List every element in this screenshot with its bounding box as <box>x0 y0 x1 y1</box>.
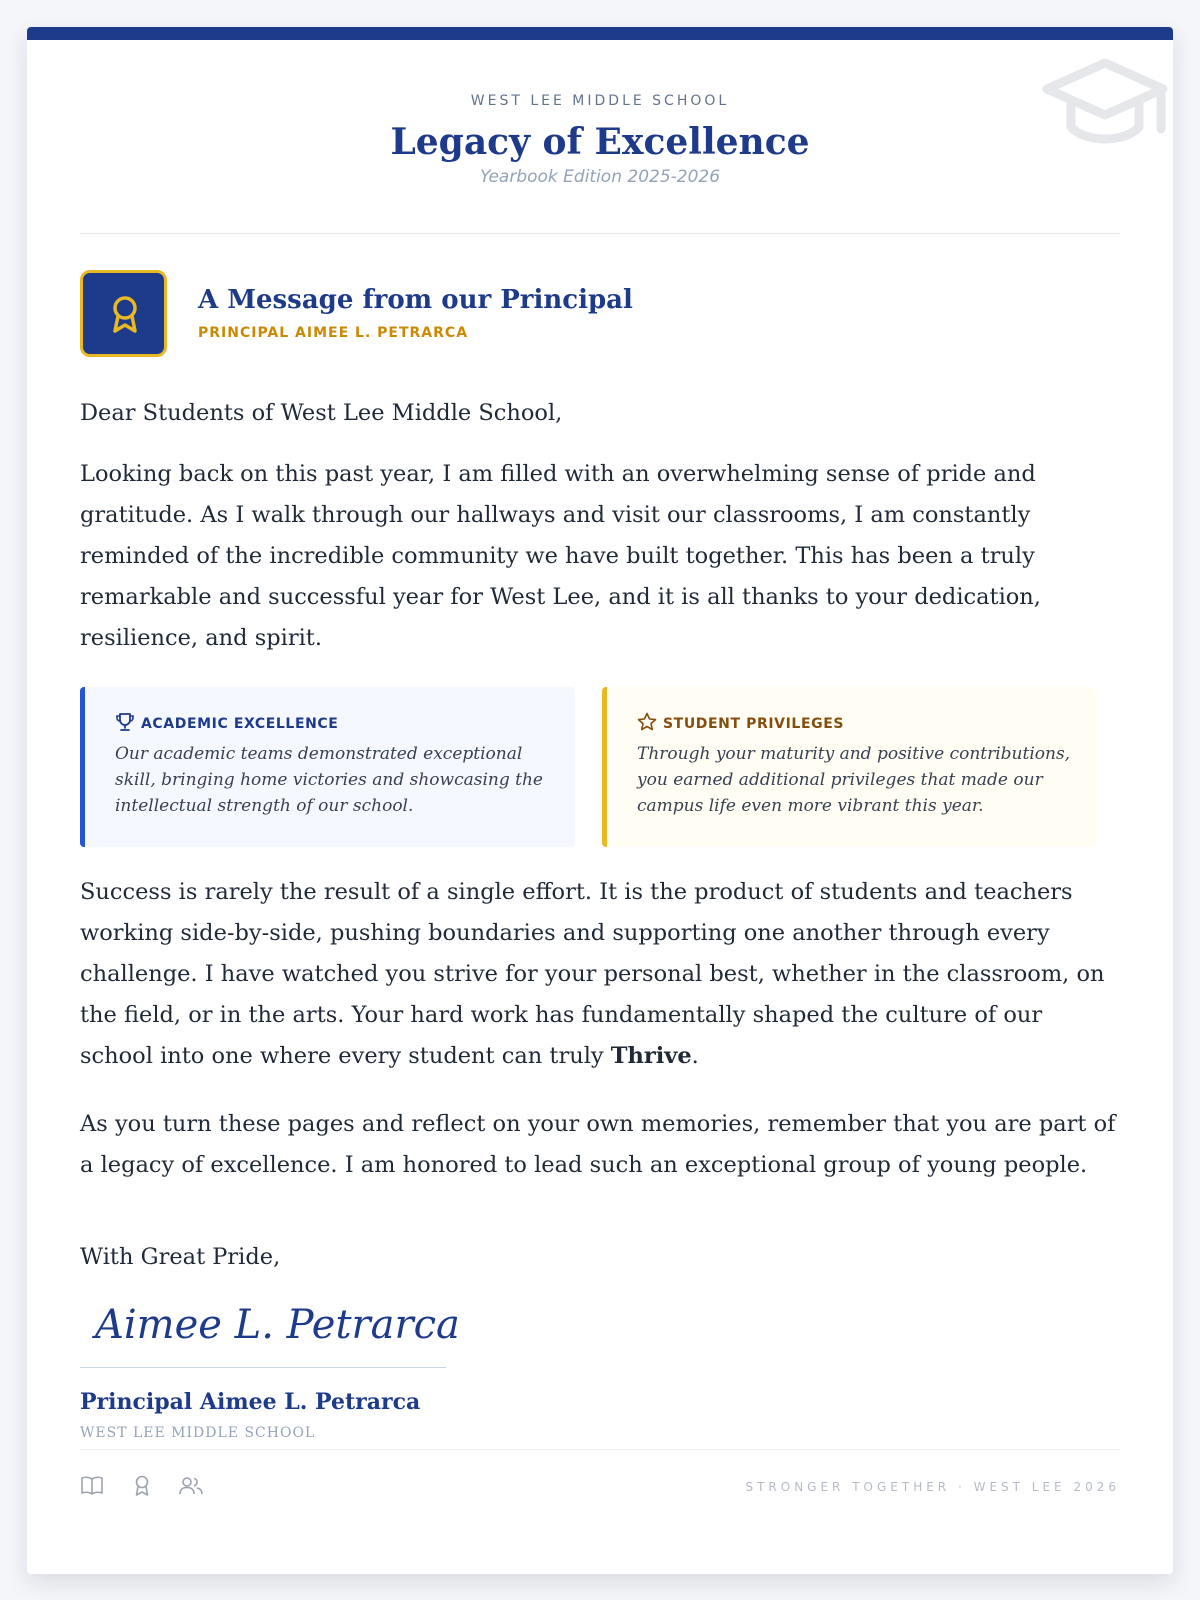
letter-paragraph-2 <box>80 872 1120 1077</box>
section-header <box>80 270 1120 362</box>
paragraph-2-end: . <box>691 1043 699 1069</box>
highlight-title-text: STUDENT PRIVILEGES <box>663 716 845 732</box>
edition-label: Yearbook Edition 2025-2026 <box>479 167 721 187</box>
highlight-privileges <box>602 687 1097 847</box>
highlight-title-text: ACADEMIC EXCELLENCE <box>141 716 339 732</box>
section-title: A Message from our Principal <box>198 285 633 315</box>
footer-tagline: STRONGER TOGETHER · WEST LEE 2026 <box>745 1480 1120 1494</box>
page-title: Legacy of Excellence <box>390 121 810 163</box>
paragraph-2-text: Success is rarely the result of a single effort. It is the product of students and teachers working side-by-side, pushing boundaries and supporting one another through every challenge. I have watched you strive for your personal best, whether in the classroom, on the field, or in the arts. Your hard work has fundamentally shaped the culture of our school into one where every student can truly <box>80 879 1105 1069</box>
footer-divider <box>80 1449 1120 1450</box>
letter-paragraph-3: As you turn these pages and reflect on your own memories, remember that you are part of a legacy of excellence. I am honored to lead such an exceptional group of young people. <box>80 1111 1116 1178</box>
highlight-title <box>115 712 338 732</box>
top-accent-bar <box>27 27 1173 40</box>
book-open-icon <box>80 1475 104 1501</box>
star-icon <box>637 712 657 732</box>
signature-name: Principal Aimee L. Petrarca <box>80 1389 421 1415</box>
yearbook-page <box>27 27 1173 1574</box>
highlight-academic <box>80 687 575 847</box>
school-name: WEST LEE MIDDLE SCHOOL <box>470 93 730 109</box>
letter-paragraph-1: Looking back on this past year, I am filled with an overwhelming sense of pride and gratitude. As I walk through our hallways and visit our classrooms, I am constantly reminded of the incredible community we have built together. This has been a truly remarkable and successful year for West Lee, and it is all thanks to your dedication, resilience, and spirit. <box>80 461 1041 651</box>
award-icon <box>132 1475 152 1501</box>
header-divider <box>80 233 1120 234</box>
highlight-text: Through your maturity and positive contributions, you earned additional privileges that made our campus life even more vibrant this year. <box>637 744 1071 816</box>
section-subtitle: PRINCIPAL AIMEE L. PETRARCA <box>198 325 469 341</box>
signature-school: WEST LEE MIDDLE SCHOOL <box>80 1425 316 1441</box>
closing-line: With Great Pride, <box>80 1244 281 1270</box>
highlight-text: Our academic teams demonstrated exceptional skill, bringing home victories and showcasing the intellectual strength of our school. <box>115 744 543 816</box>
highlight-title <box>637 712 844 732</box>
users-icon <box>178 1475 204 1501</box>
award-icon <box>107 295 143 335</box>
trophy-icon <box>115 712 135 732</box>
thrive-emphasis: Thrive <box>610 1043 692 1069</box>
signature-script: Aimee L. Petrarca <box>95 1302 460 1348</box>
salutation: Dear Students of West Lee Middle School, <box>80 400 563 426</box>
page-header <box>27 93 1173 187</box>
signature-line <box>80 1367 446 1368</box>
award-badge <box>80 270 167 357</box>
